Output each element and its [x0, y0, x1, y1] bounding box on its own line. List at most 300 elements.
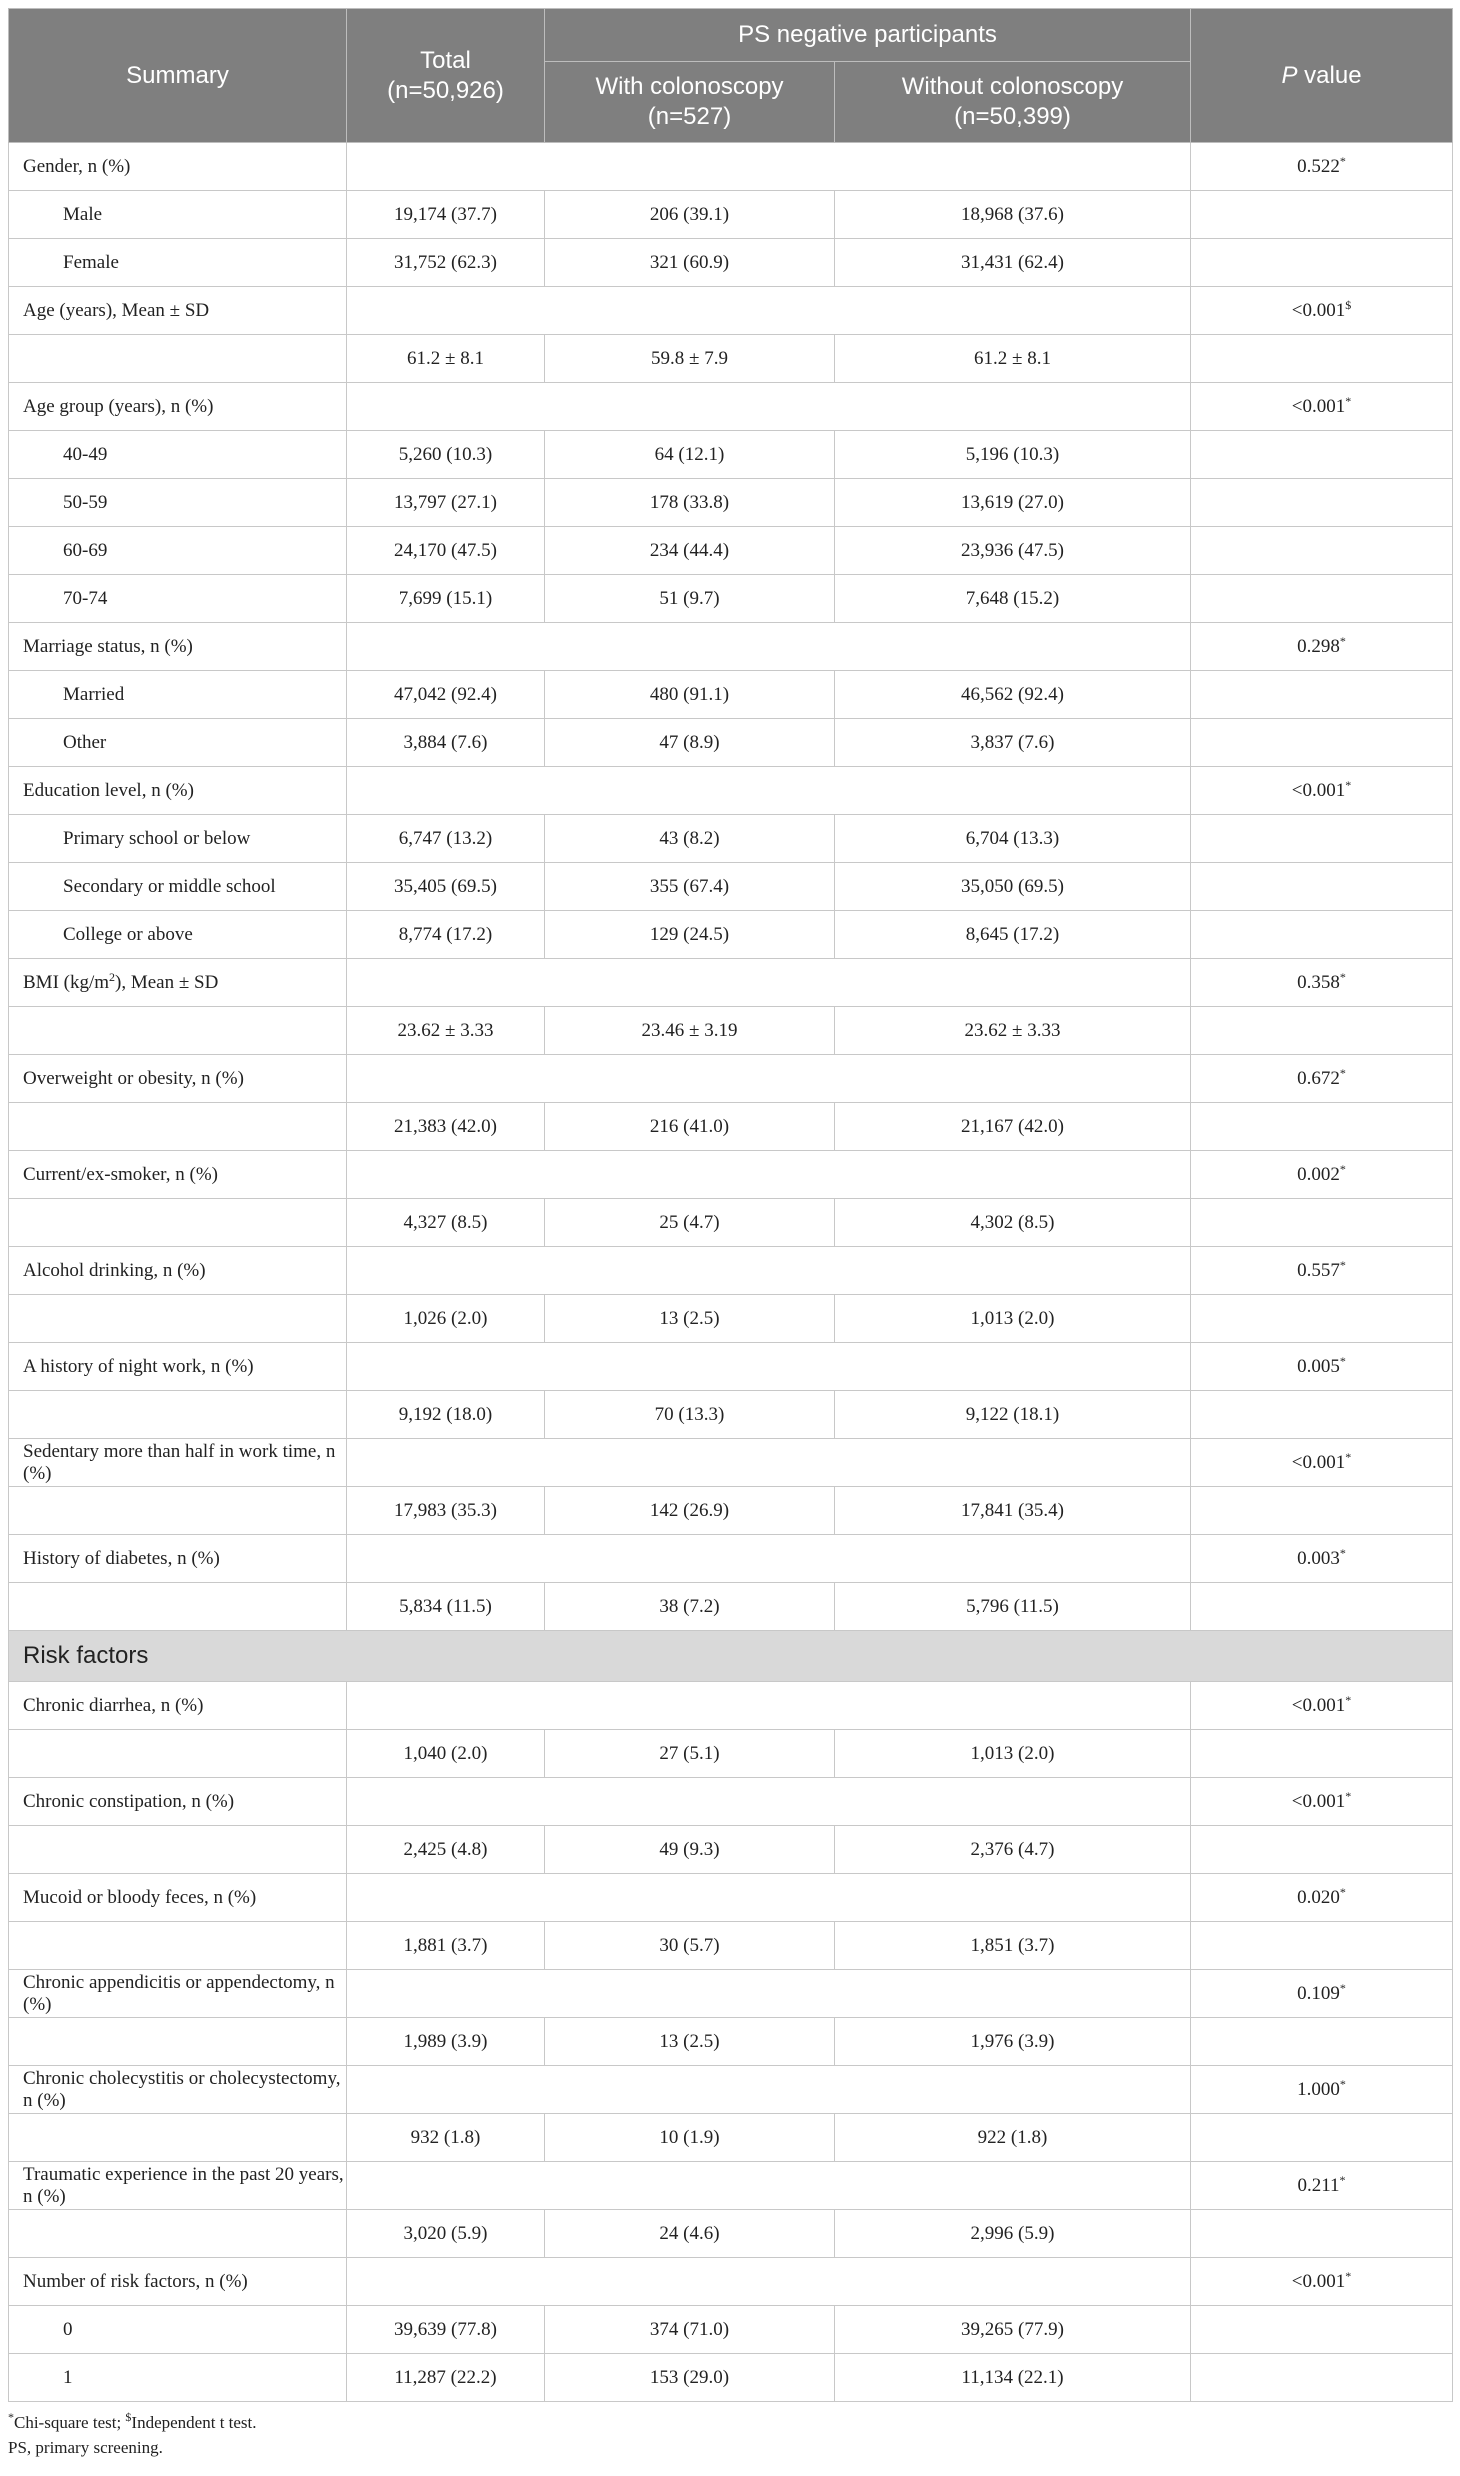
p-value: 0.003: [1297, 1547, 1340, 1569]
p-value-test-marker: *: [1345, 2268, 1352, 2283]
without-colonoscopy-value: 2,996 (5.9): [835, 2210, 1191, 2258]
category-row: [9, 1055, 1453, 1103]
category-row: [9, 1535, 1453, 1583]
value-row: [9, 2210, 1453, 2258]
category-label-text: Age (years), Mean ± SD: [23, 299, 210, 321]
category-row: [9, 2258, 1453, 2306]
p-value: <0.001: [1291, 1790, 1346, 1812]
subgroup-label: Secondary or middle school: [9, 863, 347, 911]
empty-cell: [9, 1730, 347, 1778]
value-row: [9, 1103, 1453, 1151]
empty-cell: [347, 1055, 1191, 1103]
empty-cell: [9, 2114, 347, 2162]
category-row: [9, 1874, 1453, 1922]
p-value-cell: [1191, 959, 1453, 1007]
without-colonoscopy-value: 1,976 (3.9): [835, 2018, 1191, 2066]
p-value-cell: [1191, 1682, 1453, 1730]
with-colonoscopy-value: 10 (1.9): [545, 2114, 835, 2162]
category-label: [9, 1970, 347, 2018]
total-value: 24,170 (47.5): [347, 527, 545, 575]
table-body: [9, 143, 1453, 2402]
category-label-text: Education level, n (%): [23, 779, 194, 801]
category-row: [9, 2162, 1453, 2210]
p-value-test-marker: *: [1345, 1449, 1352, 1464]
empty-cell: [347, 959, 1191, 1007]
value-row: [9, 1295, 1453, 1343]
category-row: [9, 959, 1453, 1007]
value-row: [9, 1826, 1453, 1874]
total-value: 3,020 (5.9): [347, 2210, 545, 2258]
p-value-cell: [1191, 2258, 1453, 2306]
category-label: [9, 623, 347, 671]
empty-cell: [1191, 335, 1453, 383]
p-value-cell: [1191, 1247, 1453, 1295]
subgroup-label: 40-49: [9, 431, 347, 479]
p-value-cell: [1191, 1055, 1453, 1103]
empty-cell: [9, 1391, 347, 1439]
category-label-text: Sedentary more than half in work time, n (%): [23, 1440, 336, 1484]
with-colonoscopy-value: 13 (2.5): [545, 1295, 835, 1343]
with-colonoscopy-value: 206 (39.1): [545, 191, 835, 239]
p-value: 0.298: [1297, 635, 1340, 657]
subgroup-row: [9, 671, 1453, 719]
with-colonoscopy-value: 27 (5.1): [545, 1730, 835, 1778]
without-colonoscopy-value: 9,122 (18.1): [835, 1391, 1191, 1439]
footnote-abbreviation: PS, primary screening.: [8, 2438, 163, 2457]
category-label: [9, 767, 347, 815]
subgroup-row: [9, 911, 1453, 959]
without-colonoscopy-value: 8,645 (17.2): [835, 911, 1191, 959]
empty-cell: [347, 2162, 1191, 2210]
p-value-cell: [1191, 1535, 1453, 1583]
p-value-cell: [1191, 1343, 1453, 1391]
subgroup-row: [9, 191, 1453, 239]
subgroup-row: [9, 863, 1453, 911]
without-colonoscopy-value: 35,050 (69.5): [835, 863, 1191, 911]
without-colonoscopy-value: 18,968 (37.6): [835, 191, 1191, 239]
subgroup-row: [9, 239, 1453, 287]
header-without-colonoscopy: Without colonoscopy (n=50,399): [835, 62, 1191, 143]
total-value: 5,260 (10.3): [347, 431, 545, 479]
category-label-text: Chronic cholecystitis or cholecystectomy, n (%): [23, 2067, 341, 2111]
with-colonoscopy-value: 25 (4.7): [545, 1199, 835, 1247]
empty-cell: [1191, 239, 1453, 287]
p-value: 0.020: [1297, 1886, 1340, 1908]
empty-cell: [1191, 2354, 1453, 2402]
p-value-test-marker: *: [1339, 1545, 1346, 1560]
category-label: [9, 1343, 347, 1391]
category-label: [9, 1247, 347, 1295]
p-value: 0.358: [1297, 971, 1340, 993]
total-value: 1,881 (3.7): [347, 1922, 545, 1970]
category-label-text: Number of risk factors, n (%): [23, 2270, 248, 2292]
empty-cell: [9, 1199, 347, 1247]
p-value: <0.001: [1291, 1694, 1346, 1716]
p-value-cell: [1191, 1439, 1453, 1487]
empty-cell: [1191, 2306, 1453, 2354]
p-value-test-marker: *: [1339, 153, 1346, 168]
p-value-cell: [1191, 143, 1453, 191]
empty-cell: [1191, 479, 1453, 527]
empty-cell: [347, 1778, 1191, 1826]
without-colonoscopy-value: 1,851 (3.7): [835, 1922, 1191, 1970]
p-value-cell: [1191, 1874, 1453, 1922]
subgroup-label: Female: [9, 239, 347, 287]
empty-cell: [1191, 1103, 1453, 1151]
category-label: [9, 1874, 347, 1922]
empty-cell: [1191, 815, 1453, 863]
empty-cell: [347, 287, 1191, 335]
empty-cell: [1191, 527, 1453, 575]
value-row: [9, 2018, 1453, 2066]
subgroup-label: 1: [9, 2354, 347, 2402]
without-colonoscopy-value: 6,704 (13.3): [835, 815, 1191, 863]
with-colonoscopy-value: 129 (24.5): [545, 911, 835, 959]
without-colonoscopy-value: 2,376 (4.7): [835, 1826, 1191, 1874]
empty-cell: [1191, 863, 1453, 911]
empty-cell: [1191, 671, 1453, 719]
total-value: 6,747 (13.2): [347, 815, 545, 863]
total-value: 5,834 (11.5): [347, 1583, 545, 1631]
p-value: 0.211: [1297, 2174, 1340, 2196]
empty-cell: [347, 1682, 1191, 1730]
empty-cell: [1191, 911, 1453, 959]
total-value: 13,797 (27.1): [347, 479, 545, 527]
p-value: <0.001: [1291, 779, 1346, 801]
category-row: [9, 767, 1453, 815]
header-p-value: P value: [1191, 9, 1453, 143]
category-label: [9, 143, 347, 191]
without-colonoscopy-value: 31,431 (62.4): [835, 239, 1191, 287]
section-label: Risk factors: [9, 1631, 1453, 1682]
empty-cell: [347, 2258, 1191, 2306]
with-colonoscopy-value: 51 (9.7): [545, 575, 835, 623]
total-value: 47,042 (92.4): [347, 671, 545, 719]
total-value: 932 (1.8): [347, 2114, 545, 2162]
total-value: 4,327 (8.5): [347, 1199, 545, 1247]
without-colonoscopy-value: 46,562 (92.4): [835, 671, 1191, 719]
empty-cell: [9, 1007, 347, 1055]
empty-cell: [347, 1535, 1191, 1583]
empty-cell: [9, 1487, 347, 1535]
header-total: Total (n=50,926): [347, 9, 545, 143]
value-row: [9, 1007, 1453, 1055]
header-summary: Summary: [9, 9, 347, 143]
without-colonoscopy-value: 17,841 (35.4): [835, 1487, 1191, 1535]
category-label: [9, 1535, 347, 1583]
without-colonoscopy-value: 61.2 ± 8.1: [835, 335, 1191, 383]
category-label-text: BMI (kg/m: [23, 971, 110, 993]
category-label: [9, 1055, 347, 1103]
empty-cell: [347, 1343, 1191, 1391]
header-ps-negative-group: PS negative participants: [545, 9, 1191, 62]
with-colonoscopy-value: 49 (9.3): [545, 1826, 835, 1874]
category-label-suffix: ), Mean ± SD: [115, 971, 219, 993]
total-value: 9,192 (18.0): [347, 1391, 545, 1439]
empty-cell: [1191, 1826, 1453, 1874]
category-row: [9, 143, 1453, 191]
section-header-row: [9, 1631, 1453, 1682]
category-row: [9, 1439, 1453, 1487]
category-label-text: Alcohol drinking, n (%): [23, 1259, 206, 1281]
subgroup-label: Male: [9, 191, 347, 239]
subgroup-label: 70-74: [9, 575, 347, 623]
category-label: [9, 1778, 347, 1826]
category-row: [9, 1151, 1453, 1199]
without-colonoscopy-value: 7,648 (15.2): [835, 575, 1191, 623]
with-colonoscopy-value: 64 (12.1): [545, 431, 835, 479]
category-label-text: Current/ex-smoker, n (%): [23, 1163, 218, 1185]
category-row: [9, 2066, 1453, 2114]
category-row: [9, 1682, 1453, 1730]
category-label: [9, 1151, 347, 1199]
category-label-text: Chronic diarrhea, n (%): [23, 1694, 204, 1716]
empty-cell: [9, 1826, 347, 1874]
with-colonoscopy-value: 480 (91.1): [545, 671, 835, 719]
p-value-test-marker: *: [1339, 1980, 1346, 1995]
total-value: 19,174 (37.7): [347, 191, 545, 239]
empty-cell: [347, 623, 1191, 671]
category-row: [9, 1247, 1453, 1295]
baseline-characteristics-table-container: [8, 8, 1452, 2460]
p-value-cell: [1191, 287, 1453, 335]
empty-cell: [1191, 1295, 1453, 1343]
p-value: 0.109: [1297, 1982, 1340, 2004]
category-label-text: Chronic appendicitis or appendectomy, n (%): [23, 1971, 335, 2015]
category-label: [9, 1682, 347, 1730]
with-colonoscopy-value: 59.8 ± 7.9: [545, 335, 835, 383]
subgroup-row: [9, 815, 1453, 863]
without-colonoscopy-value: 1,013 (2.0): [835, 1730, 1191, 1778]
category-label-text: A history of night work, n (%): [23, 1355, 254, 1377]
category-row: [9, 383, 1453, 431]
empty-cell: [9, 1103, 347, 1151]
p-value-test-marker: *: [1339, 1884, 1346, 1899]
p-value-cell: [1191, 2162, 1453, 2210]
empty-cell: [347, 1874, 1191, 1922]
empty-cell: [1191, 1199, 1453, 1247]
subgroup-label: Married: [9, 671, 347, 719]
subgroup-label: Primary school or below: [9, 815, 347, 863]
with-colonoscopy-value: 70 (13.3): [545, 1391, 835, 1439]
p-value-cell: [1191, 2066, 1453, 2114]
subgroup-row: [9, 479, 1453, 527]
p-value-test-marker: *: [1339, 633, 1346, 648]
with-colonoscopy-value: 234 (44.4): [545, 527, 835, 575]
p-value-cell: [1191, 1970, 1453, 2018]
p-value: 1.000: [1297, 2078, 1340, 2100]
total-value: 1,026 (2.0): [347, 1295, 545, 1343]
empty-cell: [1191, 1007, 1453, 1055]
empty-cell: [9, 2210, 347, 2258]
without-colonoscopy-value: 1,013 (2.0): [835, 1295, 1191, 1343]
p-value-test-marker: *: [1339, 2172, 1346, 2187]
table-header: [9, 9, 1453, 143]
category-row: [9, 1970, 1453, 2018]
empty-cell: [1191, 1922, 1453, 1970]
with-colonoscopy-value: 142 (26.9): [545, 1487, 835, 1535]
with-colonoscopy-value: 355 (67.4): [545, 863, 835, 911]
total-value: 17,983 (35.3): [347, 1487, 545, 1535]
total-value: 3,884 (7.6): [347, 719, 545, 767]
category-row: [9, 1343, 1453, 1391]
without-colonoscopy-value: 4,302 (8.5): [835, 1199, 1191, 1247]
empty-cell: [9, 2018, 347, 2066]
p-value-test-marker: *: [1339, 1257, 1346, 1272]
category-label-text: Age group (years), n (%): [23, 395, 214, 417]
with-colonoscopy-value: 321 (60.9): [545, 239, 835, 287]
total-value: 61.2 ± 8.1: [347, 335, 545, 383]
total-value: 2,425 (4.8): [347, 1826, 545, 1874]
total-value: 8,774 (17.2): [347, 911, 545, 959]
without-colonoscopy-value: 922 (1.8): [835, 2114, 1191, 2162]
empty-cell: [347, 1439, 1191, 1487]
empty-cell: [9, 335, 347, 383]
value-row: [9, 335, 1453, 383]
category-row: [9, 1778, 1453, 1826]
p-value: <0.001: [1291, 299, 1346, 321]
category-row: [9, 287, 1453, 335]
p-value-test-marker: *: [1345, 393, 1352, 408]
empty-cell: [347, 383, 1191, 431]
header-with-colonoscopy: With colonoscopy (n=527): [545, 62, 835, 143]
without-colonoscopy-value: 5,796 (11.5): [835, 1583, 1191, 1631]
total-value: 35,405 (69.5): [347, 863, 545, 911]
empty-cell: [9, 1922, 347, 1970]
with-colonoscopy-value: 13 (2.5): [545, 2018, 835, 2066]
without-colonoscopy-value: 39,265 (77.9): [835, 2306, 1191, 2354]
p-value: 0.557: [1297, 1259, 1340, 1281]
subgroup-label: 50-59: [9, 479, 347, 527]
value-row: [9, 2114, 1453, 2162]
total-value: 7,699 (15.1): [347, 575, 545, 623]
p-value: <0.001: [1291, 1451, 1346, 1473]
empty-cell: [1191, 2114, 1453, 2162]
subgroup-row: [9, 527, 1453, 575]
category-label-text: Mucoid or bloody feces, n (%): [23, 1886, 257, 1908]
empty-cell: [1191, 1583, 1453, 1631]
p-value-cell: [1191, 383, 1453, 431]
category-label: [9, 2162, 347, 2210]
category-label: [9, 1439, 347, 1487]
empty-cell: [1191, 1487, 1453, 1535]
empty-cell: [1191, 1391, 1453, 1439]
with-colonoscopy-value: 216 (41.0): [545, 1103, 835, 1151]
value-row: [9, 1487, 1453, 1535]
category-label-text: Marriage status, n (%): [23, 635, 193, 657]
empty-cell: [9, 1583, 347, 1631]
table-footnotes: [8, 2410, 1452, 2460]
category-label: [9, 2066, 347, 2114]
total-value: 1,040 (2.0): [347, 1730, 545, 1778]
total-value: 23.62 ± 3.33: [347, 1007, 545, 1055]
subgroup-label: Other: [9, 719, 347, 767]
category-label-text: Traumatic experience in the past 20 years, n (%): [23, 2163, 344, 2207]
value-row: [9, 1583, 1453, 1631]
subgroup-row: [9, 719, 1453, 767]
with-colonoscopy-value: 38 (7.2): [545, 1583, 835, 1631]
p-value-cell: [1191, 1778, 1453, 1826]
with-colonoscopy-value: 24 (4.6): [545, 2210, 835, 2258]
p-value-test-marker: *: [1339, 2076, 1346, 2091]
empty-cell: [1191, 2210, 1453, 2258]
without-colonoscopy-value: 3,837 (7.6): [835, 719, 1191, 767]
baseline-characteristics-table: [8, 8, 1453, 2402]
p-value-cell: [1191, 1151, 1453, 1199]
empty-cell: [347, 1151, 1191, 1199]
total-value: 31,752 (62.3): [347, 239, 545, 287]
without-colonoscopy-value: 23.62 ± 3.33: [835, 1007, 1191, 1055]
without-colonoscopy-value: 11,134 (22.1): [835, 2354, 1191, 2402]
empty-cell: [1191, 575, 1453, 623]
with-colonoscopy-value: 23.46 ± 3.19: [545, 1007, 835, 1055]
p-value-test-marker: *: [1345, 1788, 1352, 1803]
subgroup-row: [9, 2354, 1453, 2402]
with-colonoscopy-value: 43 (8.2): [545, 815, 835, 863]
with-colonoscopy-value: 178 (33.8): [545, 479, 835, 527]
subgroup-label: 0: [9, 2306, 347, 2354]
without-colonoscopy-value: 23,936 (47.5): [835, 527, 1191, 575]
p-value-cell: [1191, 623, 1453, 671]
p-value-test-marker: *: [1345, 777, 1352, 792]
category-label-text: Overweight or obesity, n (%): [23, 1067, 244, 1089]
empty-cell: [347, 767, 1191, 815]
with-colonoscopy-value: 47 (8.9): [545, 719, 835, 767]
category-label-text: Gender, n (%): [23, 155, 131, 177]
category-label-text: History of diabetes, n (%): [23, 1547, 220, 1569]
p-value-test-marker: *: [1339, 1353, 1346, 1368]
empty-cell: [347, 2066, 1191, 2114]
value-row: [9, 1391, 1453, 1439]
p-value-test-marker: *: [1339, 969, 1346, 984]
subgroup-label: College or above: [9, 911, 347, 959]
p-value-test-marker: $: [1345, 297, 1352, 312]
with-colonoscopy-value: 30 (5.7): [545, 1922, 835, 1970]
p-value: 0.522: [1297, 155, 1340, 177]
category-label: [9, 383, 347, 431]
subgroup-row: [9, 431, 1453, 479]
empty-cell: [1191, 191, 1453, 239]
subgroup-label: 60-69: [9, 527, 347, 575]
p-value-test-marker: *: [1339, 1065, 1346, 1080]
p-value-cell: [1191, 767, 1453, 815]
p-value: 0.672: [1297, 1067, 1340, 1089]
value-row: [9, 1922, 1453, 1970]
p-value: <0.001: [1291, 2270, 1346, 2292]
category-label: [9, 959, 347, 1007]
without-colonoscopy-value: 21,167 (42.0): [835, 1103, 1191, 1151]
total-value: 21,383 (42.0): [347, 1103, 545, 1151]
p-value: 0.002: [1297, 1163, 1340, 1185]
empty-cell: [1191, 719, 1453, 767]
category-row: [9, 623, 1453, 671]
p-value: 0.005: [1297, 1355, 1340, 1377]
empty-cell: [1191, 2018, 1453, 2066]
p-value-test-marker: *: [1339, 1161, 1346, 1176]
category-label: [9, 287, 347, 335]
value-row: [9, 1730, 1453, 1778]
empty-cell: [9, 1295, 347, 1343]
without-colonoscopy-value: 13,619 (27.0): [835, 479, 1191, 527]
p-value: <0.001: [1291, 395, 1346, 417]
category-label-text: Chronic constipation, n (%): [23, 1790, 235, 1812]
empty-cell: [347, 143, 1191, 191]
empty-cell: [1191, 431, 1453, 479]
category-label: [9, 2258, 347, 2306]
footnote-tests: *Chi-square test; $Independent t test.: [8, 2410, 257, 2432]
empty-cell: [1191, 1730, 1453, 1778]
empty-cell: [347, 1970, 1191, 2018]
